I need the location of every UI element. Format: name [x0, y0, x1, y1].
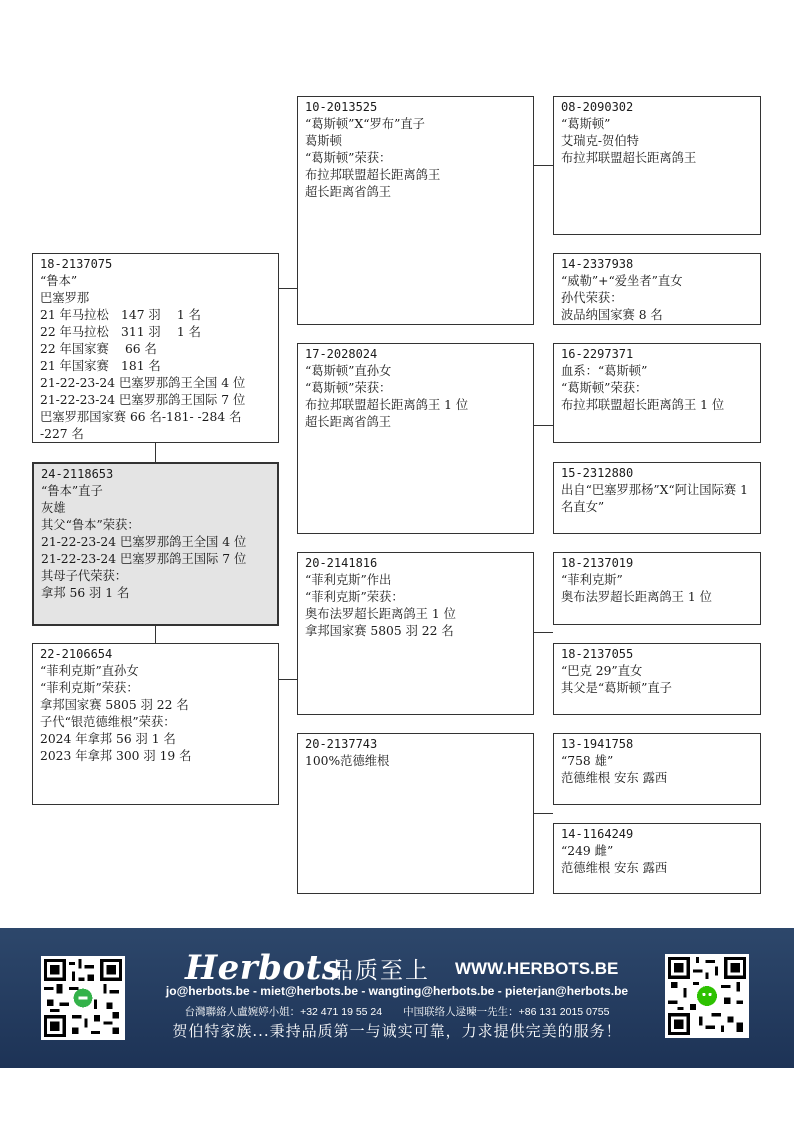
card-line: 21-22-23-24 巴塞罗那鸽王国际 7 位: [41, 552, 247, 566]
card-line: 艾瑞克-贺伯特: [561, 134, 639, 148]
ring-number: 10-2013525: [305, 100, 378, 114]
card-line: 孙代荣获：: [561, 291, 623, 305]
card-line: 21-22-23-24 巴塞罗那鸽王全国 4 位: [40, 376, 246, 390]
card-line: 巴塞罗那国家赛 66 名-181- -284 名 -227 名: [40, 410, 242, 441]
subject-card: [32, 462, 279, 626]
card-line: “葛斯顿”: [561, 117, 611, 131]
sss-card: [553, 96, 761, 235]
dds-card: [553, 733, 761, 805]
card-line: 波品纳国家赛 8 名: [561, 308, 663, 322]
herbots-logo: Herbots: [185, 948, 342, 988]
ring-number: 24-2118653: [41, 467, 114, 481]
card-line: 范德维根 安东 露西: [561, 771, 668, 785]
connector: [155, 443, 156, 462]
card-line: 2024 年拿邦 56 羽 1 名: [40, 732, 176, 746]
card-line: “葛斯顿”荣获：: [305, 151, 392, 165]
ring-number: 20-2137743: [305, 737, 378, 751]
ddd-card: [553, 823, 761, 894]
card-line: 布拉邦联盟超长距离鸽王 1 位: [561, 398, 725, 412]
dss-card: [553, 552, 761, 625]
card-line: 子代“银范德维根”荣获：: [40, 715, 176, 729]
card-line: “巴克 29”直女: [561, 664, 643, 678]
card-line: 葛斯顿: [305, 134, 342, 148]
card-line: 其母子代荣获：: [41, 569, 128, 583]
dam-card: [32, 643, 279, 805]
card-line: “鲁本”: [40, 274, 78, 288]
card-line: 22 年马拉松 311 羽 1 名: [40, 325, 201, 339]
card-line: 21 年国家赛 181 名: [40, 359, 161, 373]
connector: [534, 165, 553, 166]
connector: [155, 626, 156, 643]
card-line: “鲁本”直子: [41, 484, 103, 498]
sire-sire-card: [297, 96, 534, 325]
contact-info: 台灣聯絡人盧婉婷小姐：+32 471 19 55 24 中国联络人逯暕一先生：+86 131 2015 0755: [184, 1006, 610, 1018]
dsd-card: [553, 643, 761, 715]
card-line: 布拉邦联盟超长距离鸽王: [305, 168, 441, 182]
card-line: “菲利克斯”荣获：: [305, 590, 404, 604]
card-line: 奥布法罗超长距离鸽王 1 位: [305, 607, 456, 621]
card-line: 布拉邦联盟超长距离鸽王 1 位: [305, 398, 469, 412]
dam-sire-card: [297, 552, 534, 715]
wechat-icon: [697, 986, 717, 1006]
card-line: “菲利克斯”直孙女: [40, 664, 139, 678]
ring-number: 14-1164249: [561, 827, 634, 841]
ring-number: 22-2106654: [40, 647, 113, 661]
card-line: 出自“巴塞罗那杨”X“阿让国际赛 1 名直女”: [561, 483, 748, 514]
card-line: 血系：“葛斯顿”: [561, 364, 648, 378]
ring-number: 18-2137055: [561, 647, 634, 661]
card-line: 超长距离省鸽王: [305, 185, 392, 199]
card-line: 巴塞罗那: [40, 291, 90, 305]
ring-number: 15-2312880: [561, 466, 634, 480]
card-line: “249 雌”: [561, 844, 614, 858]
ring-number: 18-2137075: [40, 257, 113, 271]
card-line: “葛斯顿”X“罗布”直子: [305, 117, 425, 131]
connector: [279, 288, 297, 289]
card-line: “葛斯顿”荣获：: [305, 381, 392, 395]
tagline: 贺伯特家族...秉持品质第一与诚实可靠，力求提供完美的服务！: [172, 1022, 622, 1040]
ring-number: 18-2137019: [561, 556, 634, 570]
card-line: 100%范德维根: [305, 754, 390, 768]
sdd-card: [553, 462, 761, 534]
ring-number: 14-2337938: [561, 257, 634, 271]
card-line: 拿邦国家赛 5805 羽 22 名: [40, 698, 189, 712]
card-line: “758 雄”: [561, 754, 614, 768]
ring-number: 17-2028024: [305, 347, 378, 361]
card-line: “葛斯顿”直孙女: [305, 364, 392, 378]
card-line: 布拉邦联盟超长距离鸽王: [561, 151, 697, 165]
connector: [279, 679, 297, 680]
footer-banner: [0, 928, 794, 1068]
ring-number: 16-2297371: [561, 347, 634, 361]
card-line: 拿邦国家赛 5805 羽 22 名: [305, 624, 454, 638]
qr-code-right[interactable]: [665, 954, 749, 1038]
connector: [534, 632, 553, 633]
ring-number: 13-1941758: [561, 737, 634, 751]
card-line: 2023 年拿邦 300 羽 19 名: [40, 749, 192, 763]
ssd-card: [553, 253, 761, 325]
card-line: “葛斯顿”荣获：: [561, 381, 648, 395]
card-line: 其父是“葛斯顿”直子: [561, 681, 672, 695]
card-line: “菲利克斯”作出: [305, 573, 392, 587]
ring-number: 20-2141816: [305, 556, 378, 570]
card-line: 拿邦 56 羽 1 名: [41, 586, 130, 600]
connector: [534, 425, 553, 426]
card-line: 22 年国家赛 66 名: [40, 342, 157, 356]
card-line: 21-22-23-24 巴塞罗那鸽王全国 4 位: [41, 535, 247, 549]
dam-dam-card: [297, 733, 534, 894]
card-line: 奥布法罗超长距离鸽王 1 位: [561, 590, 712, 604]
card-line: “菲利克斯”荣获：: [40, 681, 139, 695]
ring-number: 08-2090302: [561, 100, 634, 114]
website-link[interactable]: WWW.HERBOTS.BE: [455, 959, 619, 978]
card-line: “菲利克斯”: [561, 573, 623, 587]
sire-dam-card: [297, 343, 534, 534]
slogan: 品质至上: [330, 958, 430, 984]
sire-card: [32, 253, 279, 443]
email-list[interactable]: jo@herbots.be - miet@herbots.be - wangting@herbots.be - pieterjan@herbots.be: [165, 984, 629, 998]
sds-card: [553, 343, 761, 443]
card-line: 超长距离省鸽王: [305, 415, 392, 429]
brand-row: [185, 948, 625, 988]
card-line: 范德维根 安东 露西: [561, 861, 668, 875]
card-line: “威勒”+“爱坐者”直女: [561, 274, 683, 288]
card-line: 21 年马拉松 147 羽 1 名: [40, 308, 201, 322]
card-line: 其父“鲁本”荣获：: [41, 518, 140, 532]
connector: [534, 813, 553, 814]
card-line: 21-22-23-24 巴塞罗那鸽王国际 7 位: [40, 393, 246, 407]
card-line: 灰雄: [41, 501, 66, 515]
